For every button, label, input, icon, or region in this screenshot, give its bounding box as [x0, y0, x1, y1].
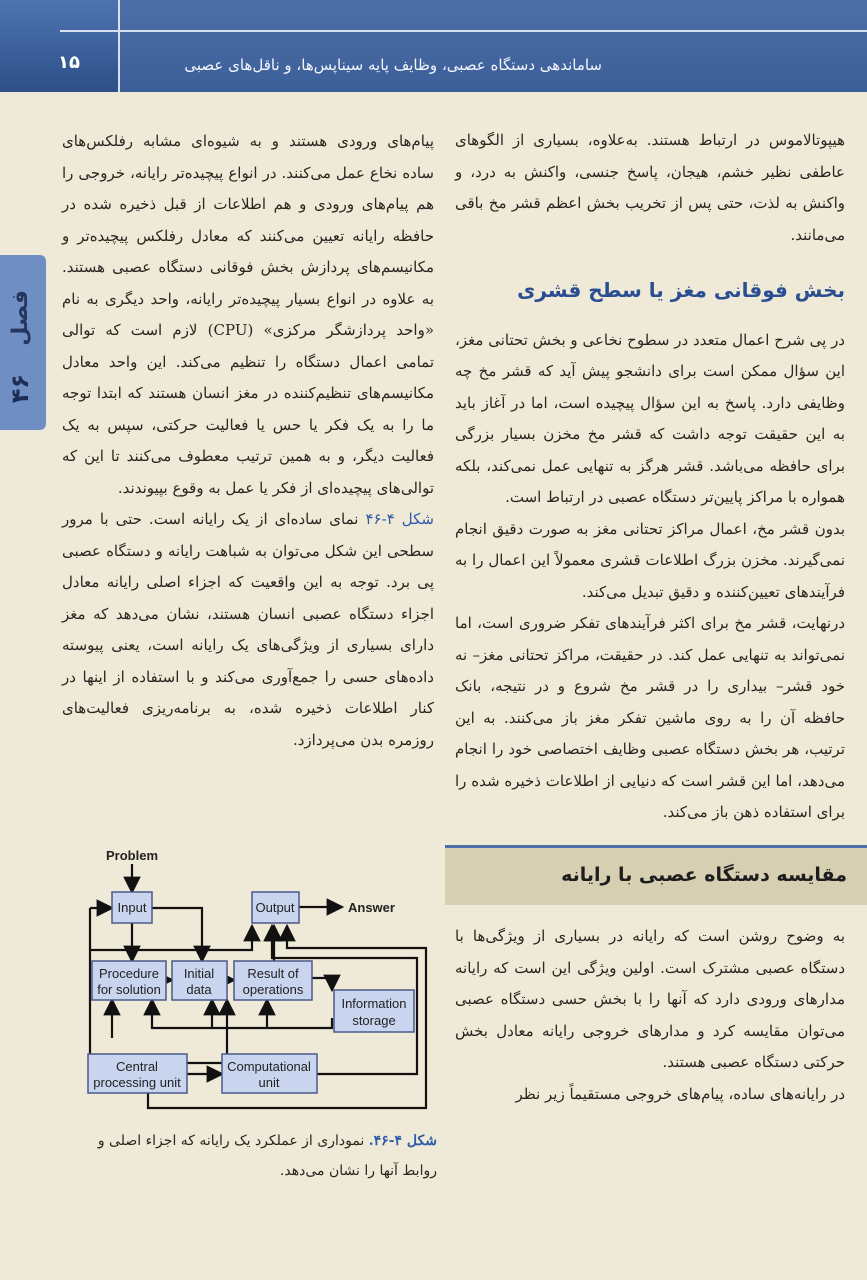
answer-label: Answer — [348, 900, 395, 915]
cpu-label-2: processing unit — [93, 1075, 181, 1090]
page-number: ۱۵ — [58, 52, 80, 73]
info-label-2: storage — [352, 1013, 396, 1028]
figure-reference: شکل ۴-۴۶ — [365, 510, 434, 528]
paragraph: به وضوح روشن است که رایانه در بسیاری از ویژگی‌ها با دستگاه عصبی مشترک است. اولین ویژگی این است که رایانه مدارهای ورودی دارد که آنها را با بخش حسی دستگاه عصبی می‌توان مقایسه کرد و مدارهای خروجی رایانه معادل بخش حرکتی دستگاه عصبی هستند. — [455, 927, 845, 1071]
left-column — [62, 126, 434, 756]
input-label: Input — [117, 900, 147, 915]
paragraph: در رایانه‌های ساده، پیام‌های خروجی مستقیماً زیر نظر — [515, 1084, 845, 1103]
paragraph — [62, 504, 434, 756]
output-label: Output — [255, 900, 295, 915]
paragraph: هیپوتالاموس در ارتباط هستند. به‌علاوه، بسیاری از الگوهای عاطفی نظیر خشم، هیجان، پاسخ جنسی، واکنش به درد، و واکنش به لذت، حتی پس از تخریب بخش اعظم قشر مخ باقی می‌مانند. — [455, 131, 845, 244]
header-rule — [60, 30, 867, 32]
paragraph: درنهایت، قشر مخ برای اکثر فرآیندهای تفکر ضروری است، اما نمی‌تواند به تنهایی عمل کند. در حقیقت، مراکز تحتانی مغز– نه خود قشر– بیداری را در قشر مخ شروع و در نتیجه، بانک حافظه آن را به روی ماشین تفکر مغز باز می‌کنند. به این ترتیب، هر بخش دستگاه عصبی وظایف اختصاصی خود را انجام می‌دهد، اما این قشر است که دنیایی از اطلاعات ذخیره شده را برای استفاده ذهن باز می‌کند. — [455, 614, 845, 821]
result-label-2: operations — [242, 982, 304, 997]
procedure-label-1: Procedure — [99, 966, 159, 981]
output-box — [252, 892, 299, 923]
initial-label-2: data — [186, 982, 212, 997]
section-heading-box: مقایسه دستگاه عصبی با رایانه — [445, 845, 867, 906]
result-box — [234, 961, 312, 1000]
computational-unit-box — [222, 1054, 317, 1093]
procedure-box — [92, 961, 166, 1000]
comp-label-1: Computational — [227, 1059, 311, 1074]
input-box — [112, 892, 152, 923]
information-storage-box — [334, 990, 414, 1032]
chapter-number: ۴۶ — [6, 374, 34, 404]
running-title: ساماندهی دستگاه عصبی، وظایف پایه سیناپس‌ها، و ناقل‌های عصبی — [184, 56, 602, 74]
initial-label-1: Initial — [183, 966, 215, 981]
caption-text: نموداری از عملکرد یک رایانه که اجزاء اصلی و روابط آنها را نشان می‌دهد. — [97, 1133, 437, 1179]
chapter-word: فصل — [8, 290, 33, 346]
header-page-tab — [0, 0, 120, 92]
cpu-box — [88, 1054, 187, 1093]
right-column — [455, 125, 845, 1110]
comp-label-2: unit — [258, 1075, 280, 1090]
section-heading: بخش فوقانی مغز یا سطح قشری — [517, 278, 845, 302]
cpu-label-1: Central — [116, 1059, 158, 1074]
procedure-label-2: for solution — [97, 982, 161, 997]
caption-label: شکل ۴-۴۶. — [368, 1133, 437, 1149]
info-label-1: Information — [341, 996, 407, 1011]
figure-caption — [62, 1126, 437, 1186]
problem-label: Problem — [106, 848, 159, 863]
result-label-1: Result of — [247, 966, 299, 981]
initial-data-box — [172, 961, 227, 1000]
computer-diagram — [62, 838, 442, 1123]
paragraph: بدون قشر مخ، اعمال مراکز تحتانی مغز به صورت دقیق انجام نمی‌گیرند. مخزن بزرگ اطلاعات قشری معمولاً این اعمال را به فرآیندهای تعیین‌کننده و دقیق تبدیل می‌کند. — [455, 519, 845, 601]
paragraph: پیام‌های ورودی هستند و به شیوه‌ای مشابه رفلکس‌های ساده نخاع عمل می‌کنند. در انواع پیچیده‌تر رایانه، خروجی را هم پیام‌های ورودی و هم اطلاعات از قبل ذخیره شده در حافظه رایانه تعیین می‌کنند که معادل رفلکس پیچیده‌تر و مکانیسم‌های پردازش بخش فوقانی دستگاه عصبی هستند. به علاوه در انواع بسیار پیچیده‌تر رایانه، واحد دیگری به نام «واحد پردازشگر مرکزی» (CPU) لازم است که توالی تمامی اعمال دستگاه را تنظیم می‌کند. این واحد معادل مکانیسم‌های تنظیم‌کننده در مغز انسان هستند که ابتدا توجه ما را به یک فکر یا حس یا فعالیت حرکتی، سپس به یک فعالیت دیگر، و به همین ترتیب معطوف می‌کنند تا این که توالی‌های پیچیده‌ای از فکر یا عمل به وقوع بپیوندند. — [62, 132, 434, 497]
paragraph: در پی شرح اعمال متعدد در سطوح نخاعی و بخش تحتانی مغز، این سؤال ممکن است برای دانشجو پیش آید که قشر مخ چه وظایفی دارد. پاسخ به این سؤال پیچیده است، اما در آغاز باید به این حقیقت توجه داشت که قشر مخ مخزن بسیار بزرگی برای حافظه می‌باشد. قشر هرگز به تنهایی عمل نمی‌کند، بلکه همواره با مراکز پایین‌تر دستگاه عصبی در ارتباط است. — [455, 330, 845, 506]
header-band — [0, 0, 867, 92]
paragraph-text: نمای ساده‌ای از یک رایانه است. حتی با مرور سطحی این شکل می‌توان به شباهت رایانه و دستگاه عصبی پی برد. توجه به این واقعیت که اجزاء اصلی رایانه معادل اجزاء دستگاه عصبی انسان هستند، نشان می‌دهد که مغز دارای بسیاری از ویژگی‌های یک رایانه است، یعنی پیوسته داده‌های حسی را جمع‌آوری می‌کند و با استفاده از اینها در کنار اطلاعات ذخیره شده، به برنامه‌ریزی فعالیت‌های روزمره بدن می‌پردازد. — [62, 510, 434, 749]
